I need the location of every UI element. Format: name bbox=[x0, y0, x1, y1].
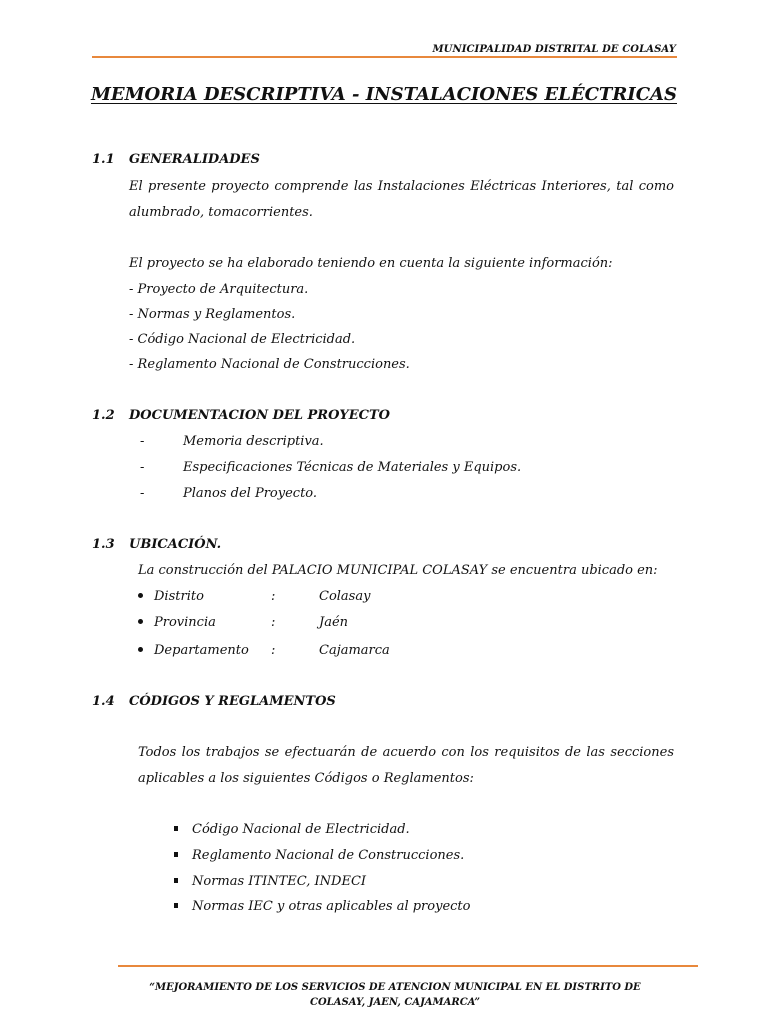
location-row-distrito bbox=[138, 589, 370, 604]
list-item bbox=[174, 848, 464, 863]
codigos-paragraph: Todos los trabajos se efectuarán de acuerdo con los requisitos de las secciones aplicables a los siguientes Códigos o Reglamentos: bbox=[138, 745, 674, 786]
section-title: CÓDIGOS Y REGLAMENTOS bbox=[129, 694, 336, 709]
location-value: Cajamarca bbox=[319, 643, 390, 658]
list-item bbox=[140, 460, 521, 475]
section-number: 1.2 bbox=[92, 408, 115, 423]
location-row-departamento bbox=[138, 643, 390, 658]
section-number: 1.4 bbox=[92, 694, 115, 709]
generalidades-intro: El proyecto se ha elaborado teniendo en cuenta la siguiente información: bbox=[129, 256, 613, 271]
location-value: Colasay bbox=[319, 589, 371, 604]
dash-bullet: - bbox=[140, 486, 145, 501]
square-bullet-icon bbox=[174, 826, 178, 831]
location-label: Provincia bbox=[154, 615, 216, 630]
list-item-text: Normas IEC y otras aplicables al proyecto bbox=[192, 899, 471, 914]
dash-bullet: - bbox=[140, 460, 145, 475]
list-item: - Código Nacional de Electricidad. bbox=[129, 332, 356, 347]
list-item bbox=[174, 874, 366, 889]
footer-divider bbox=[118, 965, 698, 967]
section-heading-generalidades bbox=[92, 152, 260, 167]
list-item-text: Normas ITINTEC, INDECI bbox=[192, 874, 367, 889]
list-item-text: Memoria descriptiva. bbox=[183, 434, 324, 449]
footer-project-name: “MEJORAMIENTO DE LOS SERVICIOS DE ATENCION MUNICIPAL EN EL DISTRITO DE COLASAY, JAEN, CAJAMARCA” bbox=[149, 982, 641, 1008]
section-title: DOCUMENTACION DEL PROYECTO bbox=[129, 408, 390, 423]
section-title: GENERALIDADES bbox=[129, 152, 260, 167]
location-label: Distrito bbox=[154, 589, 204, 604]
list-item-text: Código Nacional de Electricidad. bbox=[192, 822, 410, 837]
list-item bbox=[140, 486, 317, 501]
square-bullet-icon bbox=[174, 852, 178, 857]
location-value: Jaén bbox=[319, 615, 349, 630]
document-title: MEMORIA DESCRIPTIVA - INSTALACIONES ELÉCTRICAS bbox=[90, 84, 677, 105]
list-item-text: Especificaciones Técnicas de Materiales y Equipos. bbox=[183, 460, 522, 475]
bullet-dot-icon bbox=[138, 619, 143, 624]
section-number: 1.3 bbox=[92, 537, 115, 552]
list-item: - Normas y Reglamentos. bbox=[129, 307, 296, 322]
colon-separator: : bbox=[271, 589, 276, 604]
list-item-text: Reglamento Nacional de Construcciones. bbox=[192, 848, 465, 863]
square-bullet-icon bbox=[174, 878, 178, 883]
section-title: UBICACIÓN. bbox=[129, 537, 222, 552]
colon-separator: : bbox=[271, 615, 276, 630]
list-item bbox=[140, 434, 324, 449]
section-number: 1.1 bbox=[92, 152, 115, 167]
ubicacion-intro: La construcción del PALACIO MUNICIPAL COLASAY se encuentra ubicado en: bbox=[138, 563, 658, 578]
section-heading-codigos bbox=[92, 694, 336, 709]
generalidades-paragraph: El presente proyecto comprende las Instalaciones Eléctricas Interiores, tal como alumbrado, tomacorrientes. bbox=[129, 179, 674, 220]
list-item: - Reglamento Nacional de Construcciones. bbox=[129, 357, 410, 372]
header-org-name: MUNICIPALIDAD DISTRITAL DE COLASAY bbox=[432, 44, 676, 55]
location-label: Departamento bbox=[154, 643, 249, 658]
list-item bbox=[174, 822, 410, 837]
colon-separator: : bbox=[271, 643, 276, 658]
section-heading-documentacion bbox=[92, 408, 390, 423]
list-item bbox=[174, 899, 470, 914]
bullet-dot-icon bbox=[138, 647, 143, 652]
section-heading-ubicacion bbox=[92, 537, 221, 552]
header-divider bbox=[92, 56, 677, 58]
bullet-dot-icon bbox=[138, 593, 143, 598]
dash-bullet: - bbox=[140, 434, 145, 449]
list-item: - Proyecto de Arquitectura. bbox=[129, 282, 309, 297]
list-item-text: Planos del Proyecto. bbox=[183, 486, 318, 501]
location-row-provincia bbox=[138, 615, 348, 630]
square-bullet-icon bbox=[174, 903, 178, 908]
